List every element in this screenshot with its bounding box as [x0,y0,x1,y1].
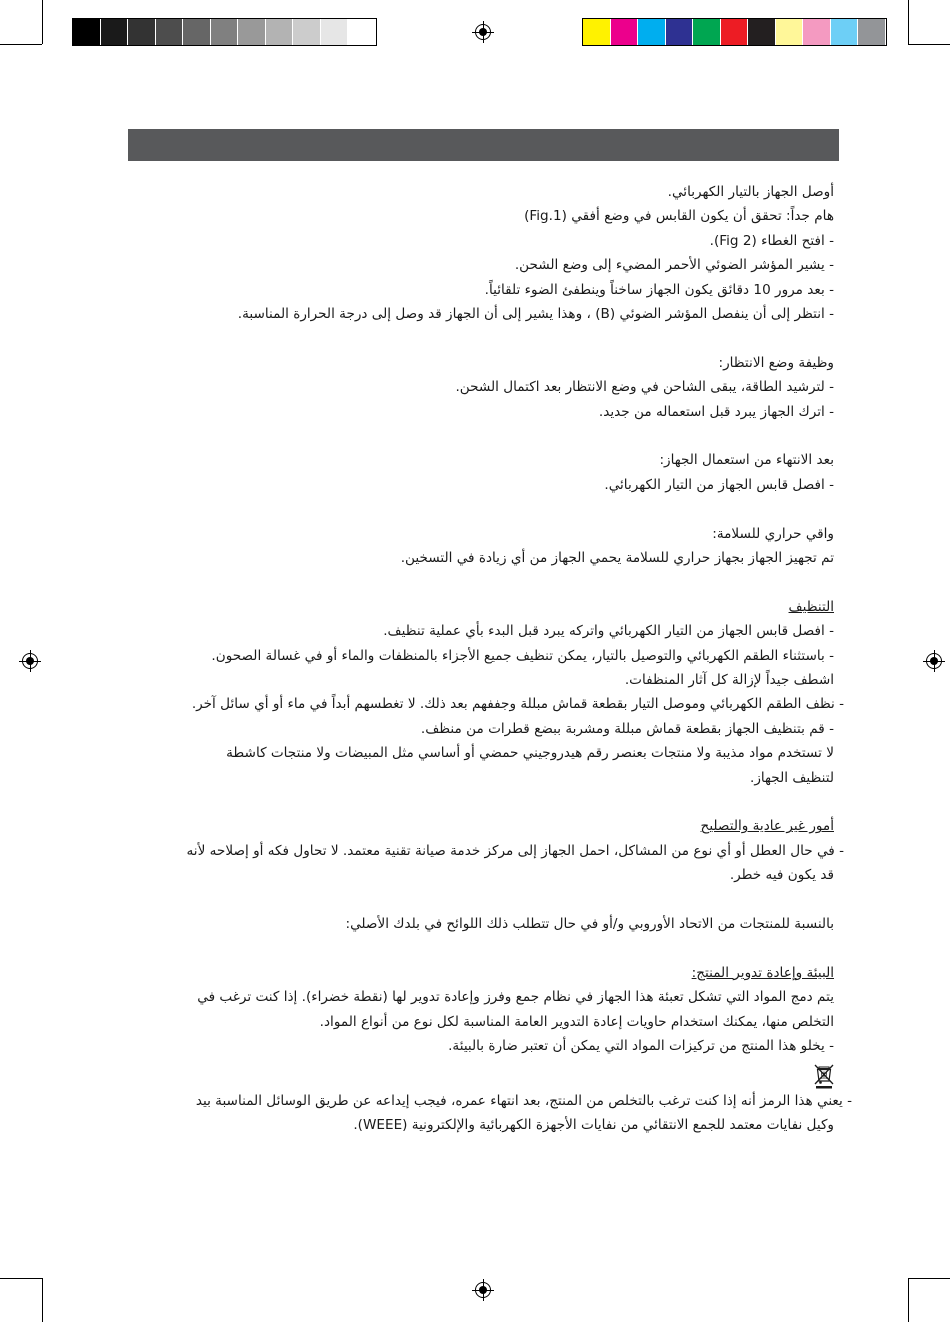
spacer [128,888,834,912]
after-use-title: بعد الانتهاء من استعمال الجهاز: [659,452,834,469]
cleaning-line: - قم بتنظيف الجهاز بقطعة قماش مبللة ومشربة ببضع قطرات من منظف. [420,720,834,737]
color-swatch [693,19,721,45]
intro-line: - افتح الغطاء (Fig 2). [709,232,834,249]
spacer [128,326,834,350]
color-swatch [238,19,266,45]
weee-symbol [128,1059,834,1089]
color-swatch [638,19,666,45]
ecology-line: وكيل نفايات معتمد للجمع الانتقائي من نفايات الأجهزة الكهربائية والإلكترونية (WEEE). [353,1116,834,1133]
registration-mark-right [923,650,945,672]
ecology-line: التخلص منها، يمكنك استخدام حاويات إعادة التدوير العامة المناسبة لكل نوع من أنواع المواد. [319,1013,834,1030]
crop-mark [42,0,43,44]
color-swatch [666,19,694,45]
spacer [128,937,834,961]
spacer [128,497,834,521]
registration-mark-top [472,21,494,43]
crop-mark [908,1278,909,1322]
color-swatch [803,19,831,45]
eu-line: بالنسبة للمنتجات من الاتحاد الأوروبي و/أو في حال تتطلب ذلك اللوائح في بلدك الأصلي: [345,916,834,933]
crop-mark [908,44,950,45]
instructions-body [128,180,852,1137]
ecology-line: - يخلو هذا المنتج من تركيزات المواد التي يمكن أن تعتبر ضارة بالبيئة. [448,1038,834,1055]
cleaning-title: التنظيف [788,598,834,615]
standby-line: - لترشيد الطاقة، يبقى الشاحن في وضع الانتظار بعد اكتمال الشحن. [455,379,834,396]
crop-mark [908,1278,950,1279]
thermal-line: تم تجهيز الجهاز بجهاز حراري للسلامة يحمي الجهاز من أي زيادة في التسخين. [400,550,834,567]
intro-line: - يشير المؤشر الضوئي الأحمر المضيء إلى وضع الشحن. [514,257,834,274]
spacer [128,570,834,594]
abnormal-title: أمور غير عادية والتصليح [700,818,834,835]
cleaning-line: اشطف جيداً لإزالة كل آثار المنظفات. [624,672,834,689]
abnormal-line: - في حال العطل أو أي نوع من المشاكل، احمل الجهاز إلى مركز خدمة صيانة تقنية معتمد. لا تحاول فكه أو إصلاحه لأنه [186,842,844,859]
intro-line: أوصل الجهاز بالتيار الكهربائي. [667,184,834,200]
color-swatch [611,19,639,45]
registration-mark-left [19,650,41,672]
cleaning-line: لا تستخدم مواد مذيبة ولا منتجات بعنصر رقم هيدروجيني حمضي أو أساسي مثل المبيضات ولا منتجات كاشطة [226,745,834,762]
cleaning-line: - نظف الطقم الكهربائي وموصل التيار بقطعة قماش مبللة وجففهم بعد ذلك. لا تغطسهم أبداً في ماء أو أي سائل آخر. [191,696,844,713]
color-swatch [583,19,611,45]
color-swatch [748,19,776,45]
grayscale-color-bar [72,18,377,46]
color-swatch [183,19,211,45]
crop-mark [908,0,909,44]
crop-mark [0,1278,42,1279]
color-swatch [73,19,101,45]
cleaning-line: - افصل قابس الجهاز من التيار الكهربائي واتركه يبرد قبل البدء بأي عملية تنظيف. [383,623,834,640]
crop-mark [42,1278,43,1322]
color-swatch [101,19,129,45]
intro-line: هام جداً: تحقق أن يكون القابس في وضع أفقي (Fig.1) [524,208,834,225]
standby-line: - اترك الجهاز يبرد قبل استعماله من جديد. [598,403,834,420]
intro-line: - انتظر إلى أن ينفصل المؤشر الضوئي (B) ، وهذا يشير إلى أن الجهاز قد وصل إلى درجة الحرارة المناسبة. [237,306,834,323]
spacer [128,424,834,448]
crop-mark [0,44,42,45]
registration-mark-bottom [472,1279,494,1301]
crossed-out-wheelie-bin-icon [814,1063,834,1089]
color-swatch [128,19,156,45]
color-swatch [776,19,804,45]
color-swatch [858,19,886,45]
ecology-line: يتم دمج المواد التي تشكل تعبئة هذا الجهاز في نظام جمع وفرز وإعادة تدوير لها (نقطة خضراء). إذا كنت ترغب في [197,989,834,1006]
color-swatch [831,19,859,45]
ecology-title: البيئة وإعادة تدوير المنتج: [691,964,834,981]
intro-line: - بعد مرور 10 دقائق يكون الجهاز ساخناً وينطفئ الضوء تلقائياً. [484,281,834,298]
spacer [128,790,834,814]
section-header-bar [128,129,839,161]
abnormal-line: قد يكون فيه خطر. [729,867,834,884]
color-swatch [266,19,294,45]
ecology-line: - يعني هذا الرمز أنه إذا كنت ترغب بالتخلص من المنتج، بعد انتهاء عمره، فيجب إيداعه عن طريق الوسائل المناسبة بيد [195,1092,852,1109]
after-use-line: - افصل قابس الجهاز من التيار الكهربائي. [604,476,834,493]
color-swatch [321,19,349,45]
cleaning-line: لتنظيف الجهاز. [750,769,834,786]
color-swatch [348,19,376,45]
standby-title: وظيفة وضع الانتظار: [718,354,834,371]
thermal-title: واقي حراري للسلامة: [712,525,834,542]
process-color-bar [582,18,887,46]
color-swatch [211,19,239,45]
color-swatch [293,19,321,45]
color-swatch [721,19,749,45]
cleaning-line: - باستثناء الطقم الكهربائي والتوصيل بالتيار، يمكن تنظيف جميع الأجزاء بالمنظفات والماء أو في غسالة الصحون. [211,647,834,664]
color-swatch [156,19,184,45]
